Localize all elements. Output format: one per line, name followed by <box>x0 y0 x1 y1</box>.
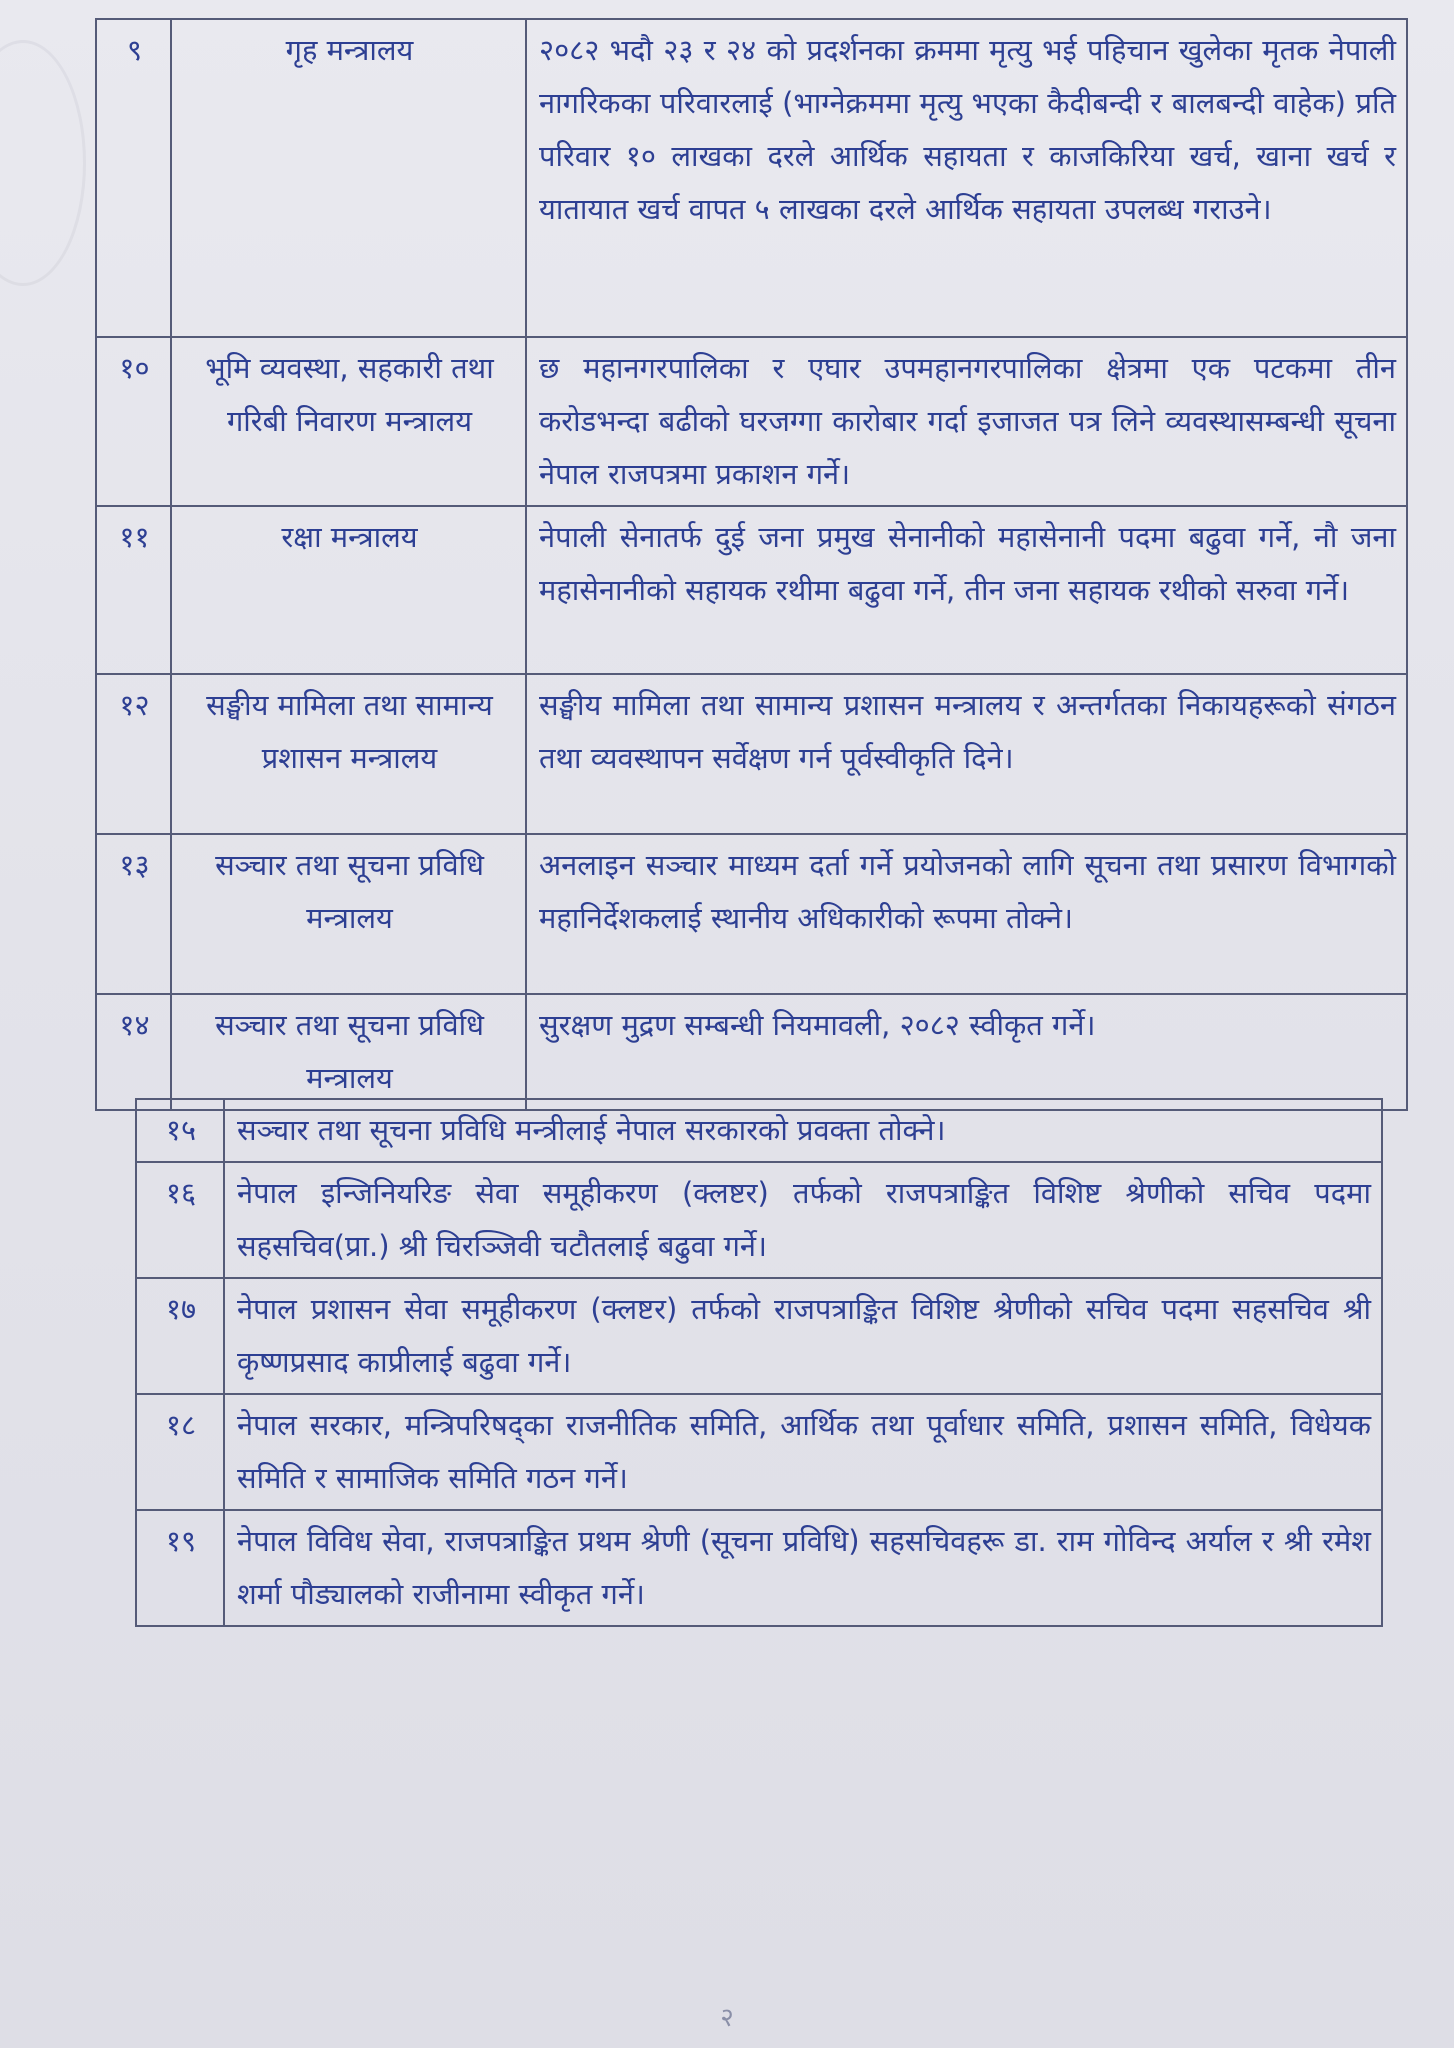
decision-text: नेपाल इन्जिनियरिङ सेवा समूहीकरण (क्लष्टर) तर्फको राजपत्राङ्कित विशिष्ट श्रेणीको सचिव पदमा सहसचिव(प्रा.) श्री चिरञ्जिवी चटौतलाई बढुवा गर्ने। <box>224 1162 1382 1278</box>
table-row <box>136 1510 1382 1626</box>
table-row <box>96 834 1407 994</box>
page-number: २ <box>720 2003 734 2033</box>
table-row <box>96 506 1407 674</box>
row-number: १० <box>96 337 171 506</box>
decision-text: नेपाल प्रशासन सेवा समूहीकरण (क्लष्टर) तर्फको राजपत्राङ्कित विशिष्ट श्रेणीको सचिव पदमा सहसचिव श्री कृष्णप्रसाद काप्रीलाई बढुवा गर्ने। <box>224 1278 1382 1394</box>
table-row <box>96 674 1407 834</box>
ministry-name: सञ्चार तथा सूचना प्रविधि मन्त्रालय <box>171 834 526 994</box>
faded-stamp <box>0 40 86 286</box>
table-row <box>136 1099 1382 1162</box>
decisions-table-continued <box>135 1098 1383 1627</box>
row-number: ११ <box>96 506 171 674</box>
ministry-name: गृह मन्त्रालय <box>171 19 526 337</box>
decision-text: नेपाली सेनातर्फ दुई जना प्रमुख सेनानीको महासेनानी पदमा बढुवा गर्ने, नौ जना महासेनानीको सहायक रथीमा बढुवा गर्ने, तीन जना सहायक रथीको सरुवा गर्ने। <box>526 506 1407 674</box>
decision-text: सुरक्षण मुद्रण सम्बन्धी नियमावली, २०८२ स्वीकृत गर्ने। <box>526 994 1407 1110</box>
ministry-name: रक्षा मन्त्रालय <box>171 506 526 674</box>
decision-text: सञ्चार तथा सूचना प्रविधि मन्त्रीलाई नेपाल सरकारको प्रवक्ता तोक्ने। <box>224 1099 1382 1162</box>
decision-text: छ महानगरपालिका र एघार उपमहानगरपालिका क्षेत्रमा एक पटकमा तीन करोडभन्दा बढीको घरजग्गा कारोबार गर्दा इजाजत पत्र लिने व्यवस्थासम्बन्धी सूचना नेपाल राजपत्रमा प्रकाशन गर्ने। <box>526 337 1407 506</box>
row-number: १५ <box>136 1099 224 1162</box>
ministry-name: सञ्चार तथा सूचना प्रविधि मन्त्रालय <box>171 994 526 1110</box>
decision-text: सङ्घीय मामिला तथा सामान्य प्रशासन मन्त्रालय र अन्तर्गतका निकायहरूको संगठन तथा व्यवस्थापन सर्वेक्षण गर्न पूर्वस्वीकृति दिने। <box>526 674 1407 834</box>
decision-text: २०८२ भदौ २३ र २४ को प्रदर्शनका क्रममा मृत्यु भई पहिचान खुलेका मृतक नेपाली नागरिकका परिवारलाई (भाग्नेक्रममा मृत्यु भएका कैदीबन्दी र बालबन्दी वाहेक) प्रति परिवार १० लाखका दरले आर्थिक सहायता र काजकिरिया खर्च, खाना खर्च र यातायात खर्च वापत ५ लाखका दरले आर्थिक सहायता उपलब्ध गराउने। <box>526 19 1407 337</box>
row-number: १२ <box>96 674 171 834</box>
decision-text: अनलाइन सञ्चार माध्यम दर्ता गर्ने प्रयोजनको लागि सूचना तथा प्रसारण विभागको महानिर्देशकलाई स्थानीय अधिकारीको रूपमा तोक्ने। <box>526 834 1407 994</box>
table-row <box>96 19 1407 337</box>
row-number: १३ <box>96 834 171 994</box>
row-number: १७ <box>136 1278 224 1394</box>
table-row <box>96 337 1407 506</box>
row-number: १९ <box>136 1510 224 1626</box>
table-row <box>136 1162 1382 1278</box>
decisions-table <box>95 18 1408 1111</box>
row-number: ९ <box>96 19 171 337</box>
table-row <box>96 994 1407 1110</box>
row-number: १४ <box>96 994 171 1110</box>
row-number: १६ <box>136 1162 224 1278</box>
table-row <box>136 1278 1382 1394</box>
decision-text: नेपाल सरकार, मन्त्रिपरिषद्का राजनीतिक समिति, आर्थिक तथा पूर्वाधार समिति, प्रशासन समिति, विधेयक समिति र सामाजिक समिति गठन गर्ने। <box>224 1394 1382 1510</box>
decision-text: नेपाल विविध सेवा, राजपत्राङ्कित प्रथम श्रेणी (सूचना प्रविधि) सहसचिवहरू डा. राम गोविन्द अर्याल र श्री रमेश शर्मा पौड्यालको राजीनामा स्वीकृत गर्ने। <box>224 1510 1382 1626</box>
table-row <box>136 1394 1382 1510</box>
ministry-name: भूमि व्यवस्था, सहकारी तथा गरिबी निवारण मन्त्रालय <box>171 337 526 506</box>
row-number: १८ <box>136 1394 224 1510</box>
ministry-name: सङ्घीय मामिला तथा सामान्य प्रशासन मन्त्रालय <box>171 674 526 834</box>
